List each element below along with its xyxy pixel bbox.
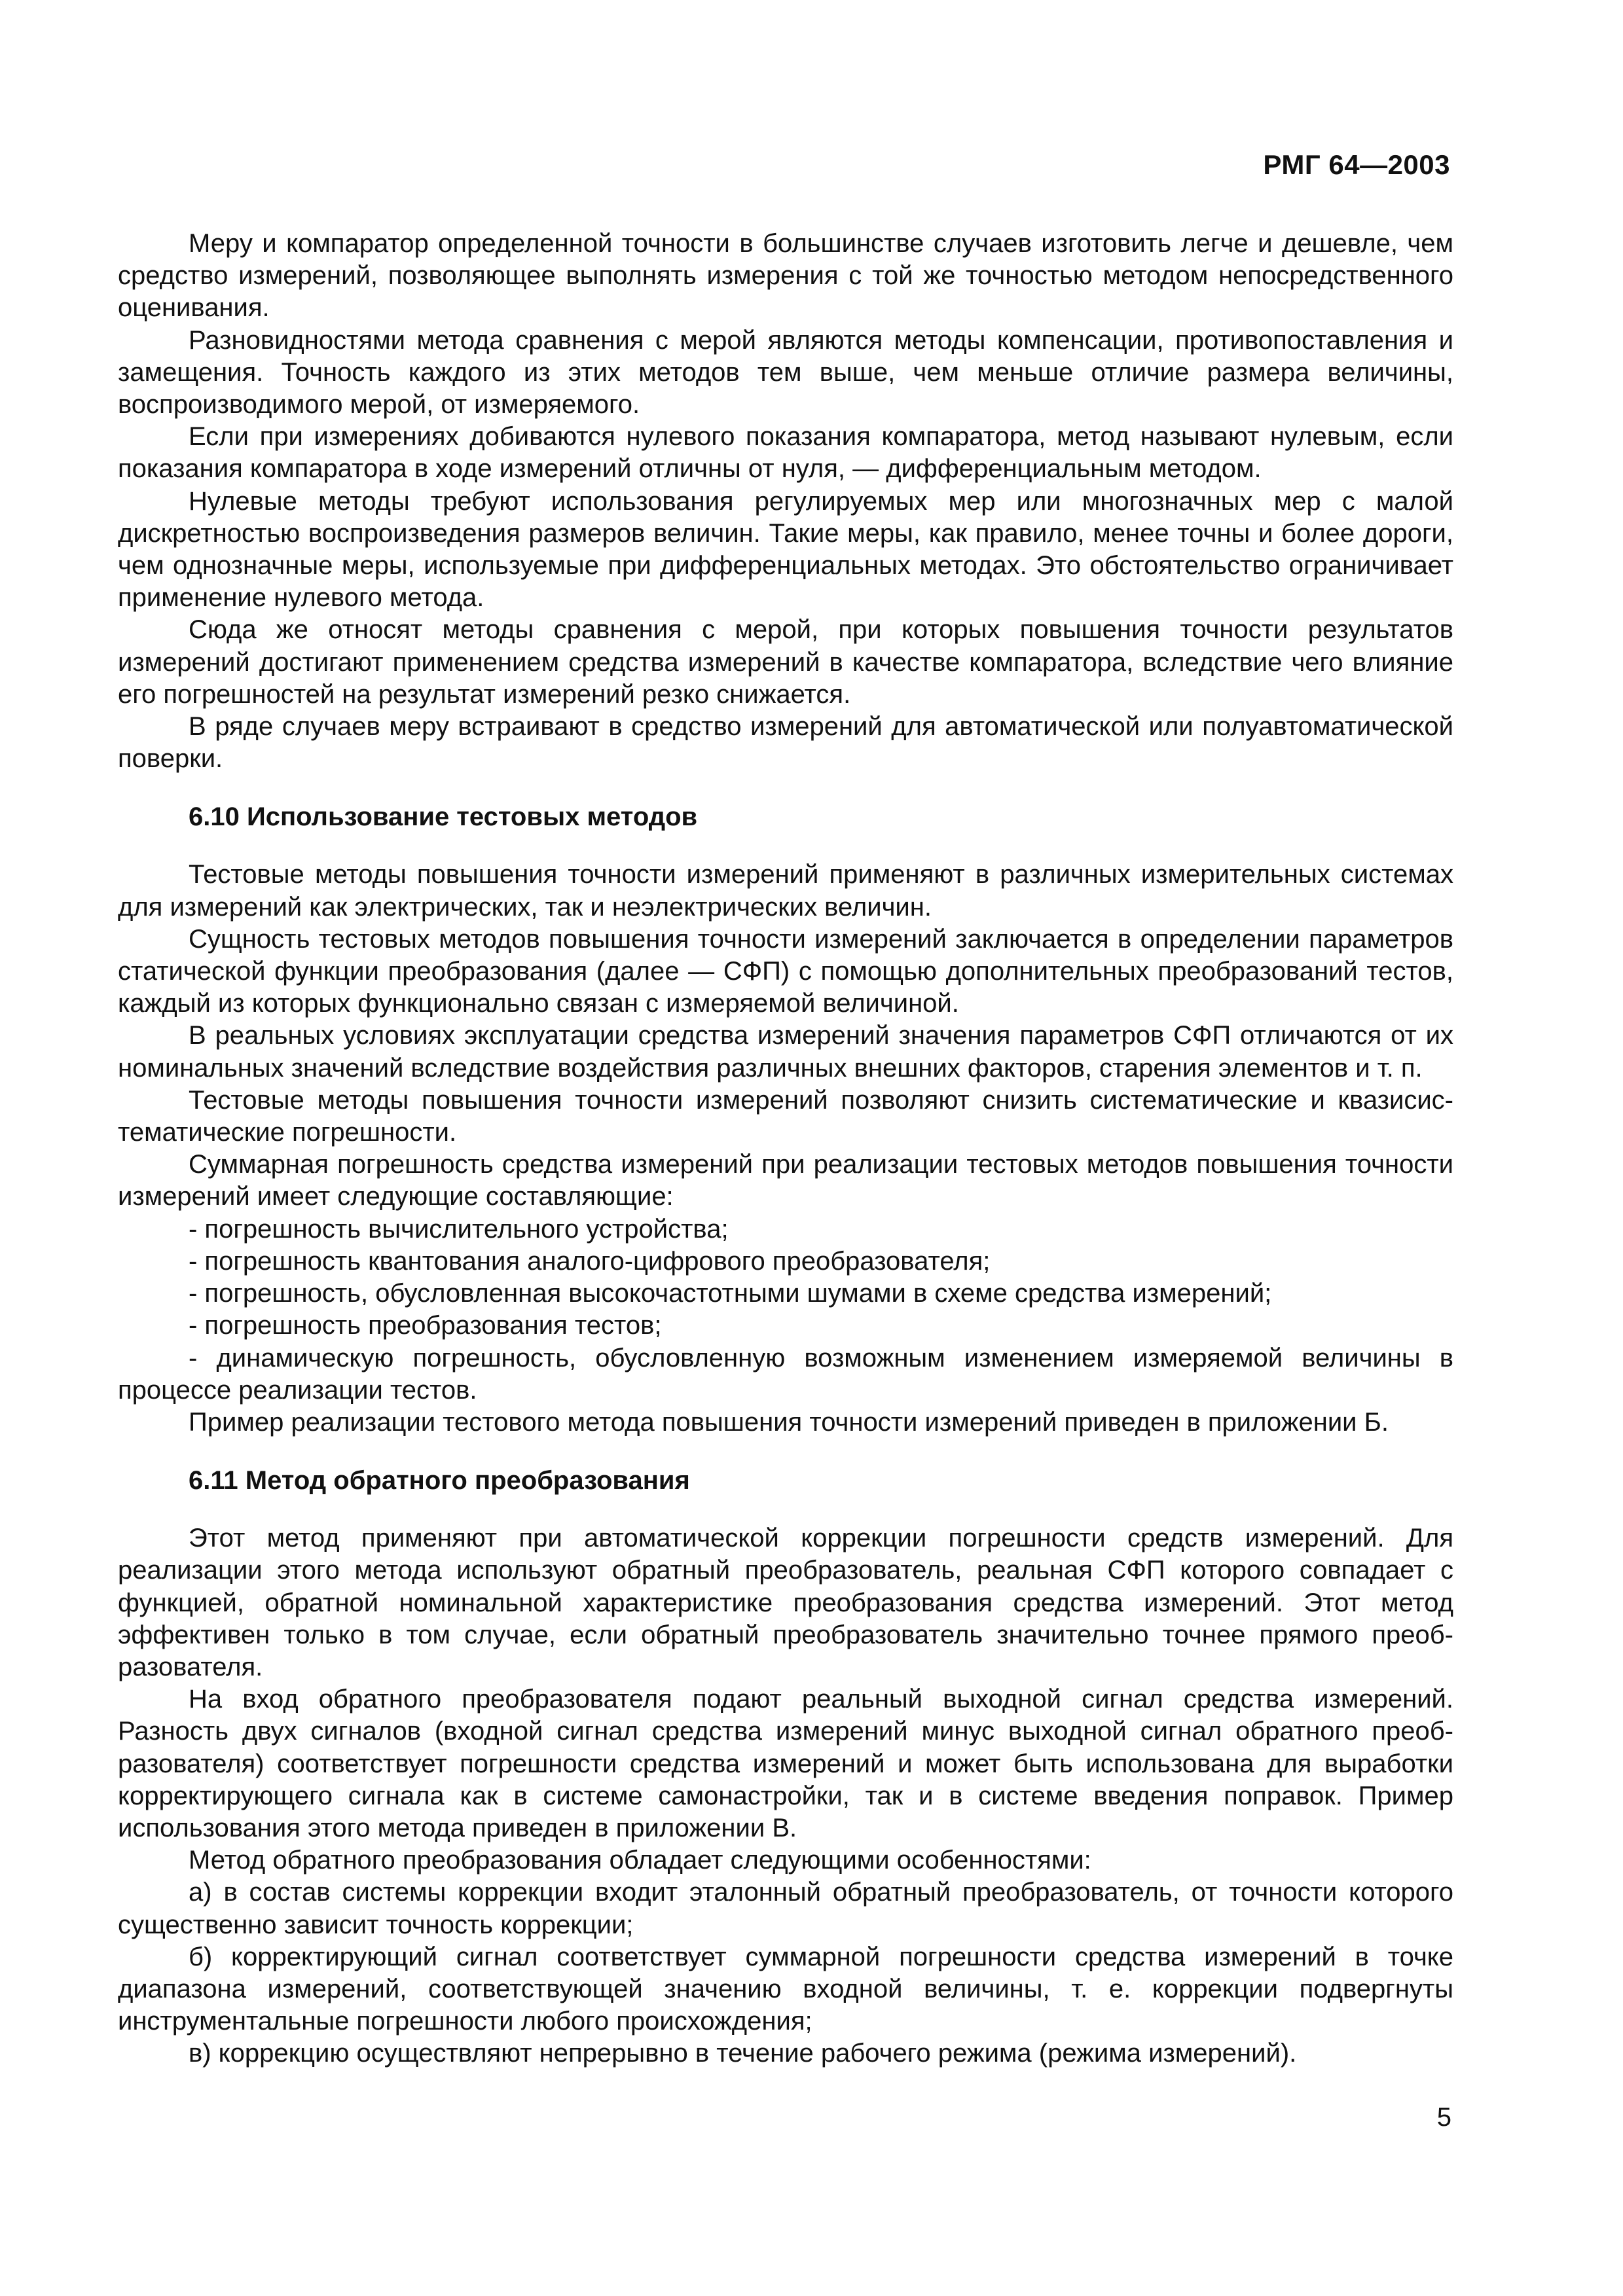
section-611-paragraph-1: Этот метод применяют при автоматической коррекции погрешности средств измерений. Для реализации этого метода используют обратный преобразователь, реальная СФП которого совпадает с функцией, обратной номинальной характеристике преобразования средства измерений. Этот метод эффективен только в том случае, если обратный преобразователь значительно точнее прямого преобразователя. [118, 1524, 1453, 1681]
page-number: 5 [1436, 2103, 1451, 2132]
section-610-list-item: - динамическую погрешность, обусловленную возможным изменением измеряемой величины в процессе реализации тестов. [118, 1343, 1453, 1405]
section-611-paragraph-2: На вход обратного преобразователя подают реальный выходной сигнал средства измерений. Разность двух сигналов (входной сигнал средства измерений минус выходной сигнал обратного преобразователя) соответствует погрешности средства измерений и может быть использована для выработки корректирующего сигнала как в системе самонастройки, так и в системе введения поправок. Пример использования этого метода приведен в приложении В. [118, 1685, 1453, 1842]
section-610-paragraph-5: Суммарная погрешность средства измерений при реализации тестовых методов повышения точности измерений имеет следующие составляющие: [118, 1150, 1453, 1211]
section-610-paragraph-4: Тестовые методы повышения точности измерений позволяют снизить систематические и квазисистематические погрешности. [118, 1085, 1453, 1147]
intro-paragraph-2: Разновидностями метода сравнения с мерой являются методы компенсации, противопоставления и замещения. Точность каждого из этих методов тем выше, чем меньше отличие размера величины, воспроизводимого мерой, от измеряемого. [118, 325, 1453, 420]
section-610-paragraph-2: Сущность тестовых методов повышения точности измерений заключается в определении параметров статической функции преобразования (далее — СФП) с помощью дополнительных преобразований тестов, каждый из которых функционально связан с измеряемой величиной. [118, 924, 1453, 1018]
intro-paragraph-6: В ряде случаев меру встраивают в средство измерений для автоматической или полуавтоматической поверки. [118, 712, 1453, 774]
section-610-list-item: - погрешность, обусловленная высокочастотными шумами в схеме средства измерений; [189, 1279, 1272, 1308]
section-610-heading: 6.10 Использование тестовых методов [189, 802, 698, 832]
section-610-paragraph-1: Тестовые методы повышения точности измерений применяют в различных измерительных системах для измерений как электрических, так и неэлектрических величин. [118, 860, 1453, 922]
section-611-list-item: а) в состав системы коррекции входит эталонный обратный преобразователь, от точности которого существенно зависит точность коррекции; [118, 1878, 1453, 1939]
page-body [118, 228, 1453, 2070]
intro-paragraph-3: Если при измерениях добиваются нулевого показания компаратора, метод называют нулевым, если показания компаратора в ходе измерений отличны от нуля, — дифференциальным методом. [118, 422, 1453, 484]
section-610-list-item: - погрешность квантования аналого-цифрового преобразователя; [189, 1246, 991, 1276]
section-610-list-item: - погрешность преобразования тестов; [189, 1311, 662, 1340]
section-610-list-item: - погрешность вычислительного устройства; [189, 1214, 729, 1244]
section-611-paragraph-3: Метод обратного преобразования обладает следующими особенностями: [189, 1846, 1091, 1875]
section-611-list-item: в) коррекцию осуществляют непрерывно в течение рабочего режима (режима измерений). [189, 2039, 1297, 2068]
section-610-closing-paragraph: Пример реализации тестового метода повышения точности измерений приведен в приложении Б. [189, 1407, 1389, 1437]
intro-paragraph-5: Сюда же относят методы сравнения с мерой, при которых повышения точности результатов измерений достигают применением средства измерений в качестве компаратора, вследствие чего влияние его погрешностей на результат измерений резко снижается. [118, 615, 1453, 709]
section-611-heading: 6.11 Метод обратного преобразования [189, 1466, 690, 1496]
intro-paragraph-4: Нулевые методы требуют использования регулируемых мер или многозначных мер с малой дискретностью воспроизведения размеров величин. Такие меры, как правило, менее точны и более дороги, чем однозначные меры, используемые при дифференциальных методах. Это обстоятельство ограничивает применение нулевого метода. [118, 486, 1453, 613]
document-code-header: РМГ 64—2003 [1263, 149, 1450, 180]
section-610-paragraph-3: В реальных условиях эксплуатации средства измерений значения параметров СФП отличаются от их номинальных значений вследствие воздействия различных внешних факторов, старения элементов и т. п. [118, 1021, 1453, 1083]
section-611-list-item: б) корректирующий сигнал соответствует суммарной погрешности средства измерений в точке диапазона измерений, соответствующей значению входной величины, т. е. коррекции подвергнуты инструментальные погрешности любого происхождения; [118, 1942, 1453, 2036]
intro-paragraph-1: Меру и компаратор определенной точности в большинстве случаев изготовить легче и дешевле, чем средство измерений, позволяющее выполнять измерения с той же точностью методом непосредственного оценивания. [118, 229, 1453, 323]
